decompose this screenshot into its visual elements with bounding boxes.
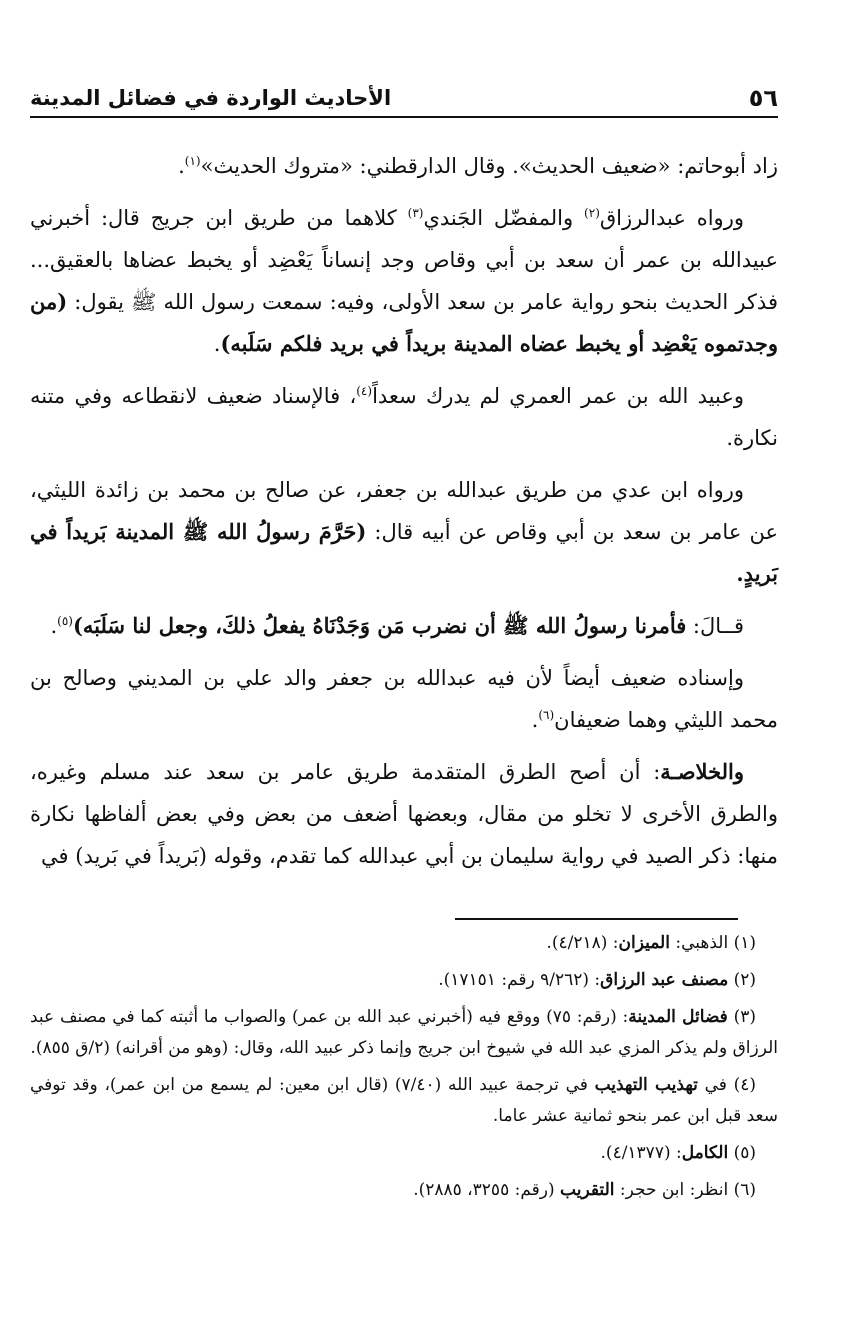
paragraph-4-text: ورواه ابن عدي من طريق عبدالله بن جعفر، عن صالح بن محمد بن زائدة الليثي، عن عامر بن سعد بن أبي وقاص عن أبيه قال: (30, 478, 778, 544)
running-title: الأحاديث الواردة في فضائل المدينة (30, 86, 392, 110)
paragraph-3 (30, 375, 778, 459)
footnote-ref-3[interactable]: (٣) (407, 206, 424, 220)
paragraph-7 (30, 751, 778, 877)
footnote-1-text-a: (١) الذهبي: (669, 933, 756, 953)
paragraph-6-text: وإسناده ضعيف أيضاً لأن فيه عبدالله بن جعفر والد علي بن المديني وصالح بن محمد الليثي وهما ضعيفان (30, 666, 778, 732)
footnote-4-text-b: في ترجمة عبيد الله (٧/٤٠) (قال ابن معين: لم يسمع من ابن عمر)، وقد توفي سعد قبل ابن عمر بنحو ثمانية عشر عاما. (30, 1075, 778, 1126)
hadith-quote-3: فأمرنا رسولُ الله ﷺ أن نضرب مَن وَجَدْنَاهُ يفعلُ ذلكَ، وجعل لنا سَلَبَه) (72, 613, 687, 638)
footnote-2 (30, 965, 778, 996)
paragraph-2-end: . (213, 332, 221, 356)
main-text (30, 145, 778, 887)
hadith-quote-1: (من وجدتموه يَعْضِد أو يخبط عضاه المدينة بريداً في بريد فلكم سَلَبه) (30, 289, 778, 356)
paragraph-2-text-a: ورواه عبدالرزاق (599, 206, 744, 230)
footnote-6-text-a: (٦) انظر: ابن حجر: (614, 1180, 756, 1200)
hadith-quote-2: (حَرَّمَ رسولُ الله ﷺ المدينة بَريداً في بَريدٍ. (30, 519, 778, 586)
footnote-ref-6[interactable]: (٦) (538, 708, 555, 722)
conclusion-heading: والخلاصـة (660, 759, 744, 784)
footnote-2-text-b: : (٩/٢٦٢ رقم: ١٧١٥١). (438, 970, 601, 990)
footnote-ref-1[interactable]: (١) (184, 154, 201, 168)
paragraph-5 (30, 605, 778, 647)
paragraph-3-text-b: ، فالإسناد ضعيف لانقطاعه وفي متنه نكارة. (30, 384, 778, 450)
paragraph-6 (30, 657, 778, 741)
footnote-5-text-a: (٥) (728, 1143, 756, 1163)
paragraph-5-end: . (50, 614, 58, 638)
footnotes (30, 928, 778, 1212)
footnote-3-text-a: (٣) (727, 1007, 757, 1027)
footnote-1 (30, 928, 778, 959)
paragraph-6-end: . (531, 708, 539, 732)
page-header (30, 80, 778, 118)
paragraph-2-text-c: كلاهما من طريق ابن جريج قال: أخبرني عبيدالله بن عمر أن سعد بن أبي وقاص وجد إنساناً يَعْضِد أو يخبط عضاها بالعقيق... فذكر الحديث بنحو رواية عامر بن سعد الأولى، وفيه: سمعت رسول الله ﷺ يقول: (30, 206, 778, 314)
paragraph-5-text: قــالَ: (686, 614, 744, 638)
footnote-5 (30, 1138, 778, 1169)
footnote-6-text-b: (رقم: ٣٢٥٥، ٢٨٨٥). (413, 1180, 561, 1200)
footnote-3-source: فضائل المدينة (628, 1007, 728, 1027)
paragraph-1-text: زاد أبوحاتم: «ضعيف الحديث». وقال الدارقطني: «متروك الحديث» (200, 154, 778, 178)
paragraph-2-text-b: والمفضّل الجَندي (423, 206, 585, 230)
footnote-3-text-b: : (رقم: ٧٥) ووقع فيه (أخبرني عبد الله بن عمر) والصواب ما أثبته كما في مصنف عبد الرزاق ولم يذكر المزي عبد الله في شيوخ ابن جريج وإنما ذكر عبيد الله، وقال: (وهو من أقرانه) (٢/ق ٨٥٥). (30, 1007, 778, 1058)
paragraph-2 (30, 197, 778, 365)
paragraph-3-text-a: وعبيد الله بن عمر العمري لم يدرك سعداً (372, 384, 744, 408)
footnote-1-source: الميزان (618, 933, 670, 953)
footnote-3 (30, 1002, 778, 1064)
paragraph-4 (30, 469, 778, 595)
footnote-4-text-a: (٤) في (697, 1075, 756, 1095)
footnote-divider (455, 918, 738, 920)
footnote-ref-4[interactable]: (٤) (356, 384, 373, 398)
footnote-4 (30, 1070, 778, 1132)
footnote-4-source: تهذيب التهذيب (594, 1075, 698, 1095)
paragraph-1-end: . (178, 154, 185, 178)
footnote-6 (30, 1175, 778, 1206)
paragraph-1 (30, 145, 778, 187)
footnote-2-text-a: (٢) (728, 970, 756, 990)
footnote-1-text-b: : (٤/٢١٨). (546, 933, 619, 953)
paragraph-7-text: : أن أصح الطرق المتقدمة طريق عامر بن سعد عند مسلم وغيره، والطرق الأخرى لا تخلو من مقال، وبعضها أضعف من بعض وفي بعض ألفاظها نكارة منها: ذكر الصيد في رواية سليمان بن أبي عبدالله كما تقدم، وقوله (بَريداً في بَريد) في (30, 760, 778, 868)
footnote-6-source: التقريب (560, 1180, 615, 1200)
footnote-ref-2[interactable]: (٢) (584, 206, 600, 220)
footnote-5-text-b: : (٤/١٣٧٧). (600, 1143, 682, 1163)
footnote-2-source: مصنف عبد الرزاق (600, 970, 729, 990)
page-number: ٥٦ (748, 84, 778, 112)
footnote-ref-5[interactable]: (٥) (57, 614, 73, 628)
footnote-5-source: الكامل (681, 1143, 729, 1163)
